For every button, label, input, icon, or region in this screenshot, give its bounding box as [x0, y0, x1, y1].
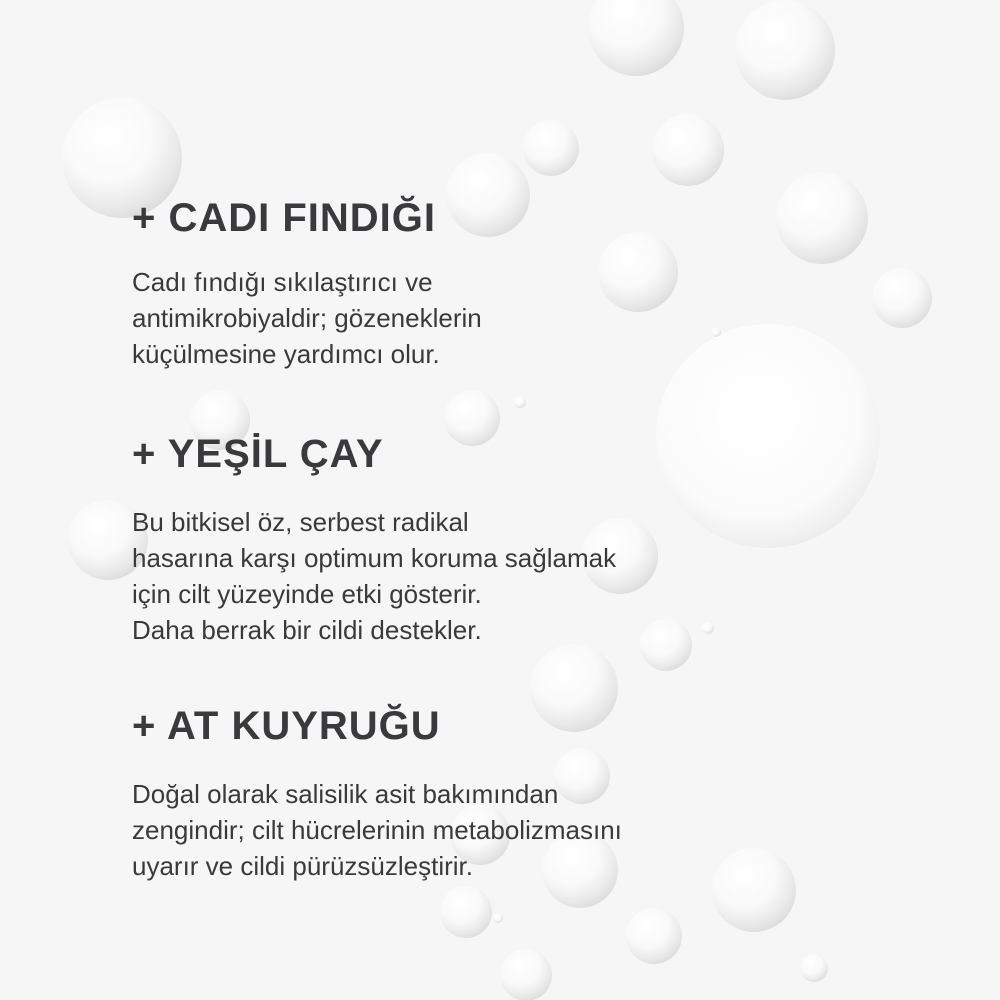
- description-line: hasarına karşı optimum koruma sağlamak: [132, 543, 617, 573]
- description-line: Cadı fındığı sıkılaştırıcı ve: [132, 267, 433, 297]
- description-line: antimikrobiyaldir; gözeneklerin: [132, 303, 482, 333]
- section-description-witch-hazel: [132, 264, 482, 372]
- description-line: küçülmesine yardımcı olur.: [132, 339, 440, 369]
- section-title-green-tea: + YEŞİL ÇAY: [132, 432, 384, 476]
- description-line: için cilt yüzeyinde etki gösterir.: [132, 579, 482, 609]
- description-line: Bu bitkisel öz, serbest radikal: [132, 507, 469, 537]
- description-line: uyarır ve cildi pürüzsüzleştirir.: [132, 851, 473, 881]
- description-line: Daha berrak bir cildi destekler.: [132, 615, 482, 645]
- section-title-horsetail: + AT KUYRUĞU: [132, 704, 441, 748]
- section-description-green-tea: [132, 504, 616, 648]
- description-line: Doğal olarak salisilik asit bakımından: [132, 779, 559, 809]
- section-title-witch-hazel: + CADI FINDIĞI: [132, 196, 437, 240]
- description-line: zengindir; cilt hücrelerinin metabolizmasını: [132, 815, 622, 845]
- section-description-horsetail: [132, 776, 622, 884]
